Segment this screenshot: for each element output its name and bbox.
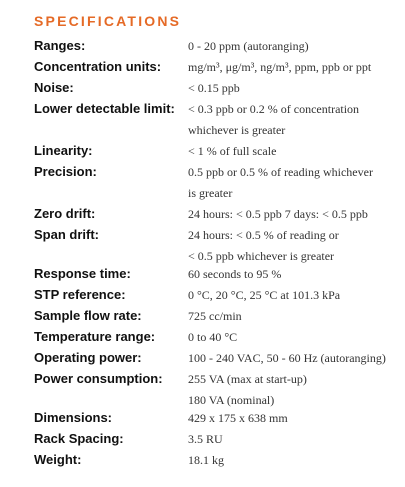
spec-label-operating-power: Operating power: xyxy=(34,350,142,365)
spec-label-linearity: Linearity: xyxy=(34,143,93,158)
spec-value-operating-power: 100 - 240 VAC, 50 - 60 Hz (autoranging) xyxy=(188,351,386,365)
spec-label-noise: Noise: xyxy=(34,80,74,95)
spec-label-stp-reference: STP reference: xyxy=(34,287,126,302)
spec-label-weight: Weight: xyxy=(34,452,82,467)
spec-label-span-drift: Span drift: xyxy=(34,227,99,242)
spec-value-noise: < 0.15 ppb xyxy=(188,81,240,95)
spec-label-dimensions: Dimensions: xyxy=(34,410,113,425)
spec-label-zero-drift: Zero drift: xyxy=(34,206,96,221)
spec-label-ranges: Ranges: xyxy=(34,38,86,53)
spec-value-precision-cont: is greater xyxy=(188,186,233,200)
spec-value-ranges: 0 - 20 ppm (autoranging) xyxy=(188,39,309,53)
spec-value-lower-detectable-limit-cont: whichever is greater xyxy=(188,123,286,137)
spec-value-zero-drift: 24 hours: < 0.5 ppb 7 days: < 0.5 ppb xyxy=(188,207,368,221)
spec-value-precision: 0.5 ppb or 0.5 % of reading whichever xyxy=(188,165,373,179)
spec-value-response-time: 60 seconds to 95 % xyxy=(188,267,282,281)
spec-label-power-consumption: Power consumption: xyxy=(34,371,163,386)
spec-label-precision: Precision: xyxy=(34,164,97,179)
spec-value-power-consumption-cont: 180 VA (nominal) xyxy=(188,393,275,407)
spec-value-power-consumption: 255 VA (max at start-up) xyxy=(188,372,307,386)
spec-label-concentration-units: Concentration units: xyxy=(34,59,162,74)
spec-label-response-time: Response time: xyxy=(34,266,131,281)
spec-value-span-drift: 24 hours: < 0.5 % of reading or xyxy=(188,228,339,242)
spec-value-rack-spacing: 3.5 RU xyxy=(188,432,223,446)
spec-value-sample-flow-rate: 725 cc/min xyxy=(188,309,242,323)
spec-value-dimensions: 429 x 175 x 638 mm xyxy=(188,411,288,425)
spec-label-lower-detectable-limit: Lower detectable limit: xyxy=(34,101,175,116)
spec-value-concentration-units: mg/m³, μg/m³, ng/m³, ppm, ppb or ppt xyxy=(188,60,372,74)
spec-value-span-drift-cont: < 0.5 ppb whichever is greater xyxy=(188,249,335,263)
page-title: SPECIFICATIONS xyxy=(34,13,182,29)
spec-value-linearity: < 1 % of full scale xyxy=(188,144,277,158)
spec-label-temperature-range: Temperature range: xyxy=(34,329,156,344)
spec-value-weight: 18.1 kg xyxy=(188,453,224,467)
spec-value-lower-detectable-limit: < 0.3 ppb or 0.2 % of concentration xyxy=(188,102,360,116)
spec-value-temperature-range: 0 to 40 °C xyxy=(188,330,238,344)
spec-label-sample-flow-rate: Sample flow rate: xyxy=(34,308,142,323)
spec-value-stp-reference: 0 °C, 20 °C, 25 °C at 101.3 kPa xyxy=(188,288,341,302)
spec-label-rack-spacing: Rack Spacing: xyxy=(34,431,124,446)
